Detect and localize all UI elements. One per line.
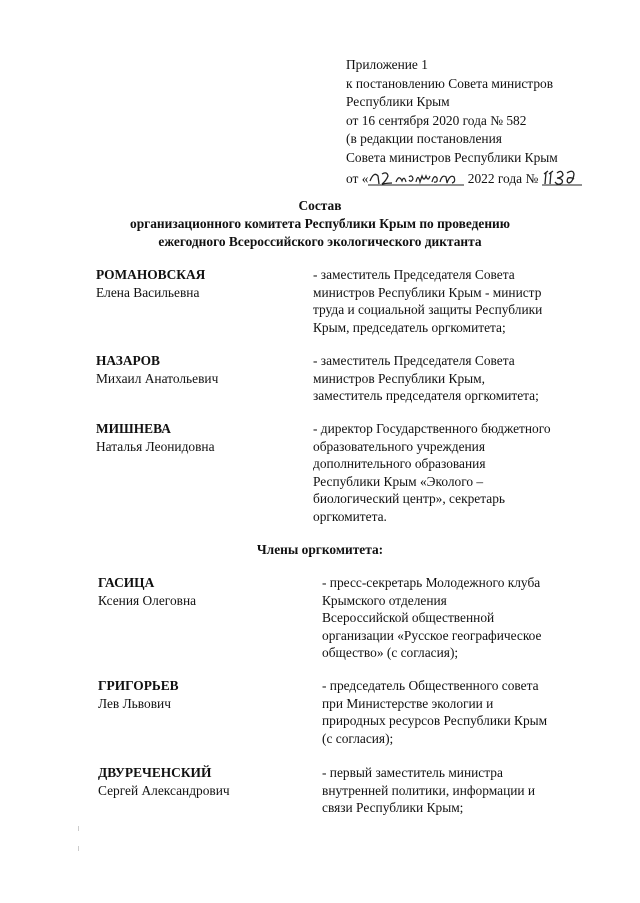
title-subheading: организационного комитета Республики Крым по проведению [130, 216, 510, 231]
document-title [40, 197, 600, 251]
role-line: - заместитель Председателя Совета [313, 353, 515, 368]
role-line: Крымского отделения [322, 592, 447, 608]
member-surname: МИШНЕВА [96, 421, 171, 436]
member-role [313, 352, 603, 405]
member-role [322, 677, 612, 747]
scan-mark [78, 846, 79, 851]
appendix-line: (в редакции постановления [346, 131, 502, 147]
member-given-name: Михаил Анатольевич [96, 370, 219, 386]
member-given-name: Наталья Леонидовна [96, 438, 215, 454]
member-given-name: Ксения Олеговна [98, 592, 197, 608]
role-line: - пресс-секретарь Молодежного клуба [322, 575, 541, 590]
role-line: - директор Государственного бюджетного [313, 421, 551, 436]
role-line: заместитель председателя оргкомитета; [313, 388, 539, 404]
role-line: Крым, председатель оргкомитета; [313, 319, 506, 335]
date-middle: 2022 года № [464, 170, 542, 186]
members-heading: Члены оргкомитета: [256, 542, 384, 557]
handwritten-date-icon [368, 168, 464, 186]
amendment-date-line [346, 168, 626, 189]
title-subheading: ежегодного Всероссийского экологического диктанта [158, 234, 482, 249]
role-line: (с согласия); [322, 730, 394, 746]
role-line: организации «Русское географическое [322, 627, 542, 643]
role-line: Всероссийской общественной [322, 610, 495, 626]
appendix-line: Республики Крым [346, 94, 450, 110]
role-line: связи Республики Крым; [322, 800, 464, 816]
title-heading: Состав [298, 198, 342, 213]
role-line: оргкомитета. [313, 508, 387, 524]
member-role [313, 266, 603, 336]
handwritten-number-icon [542, 168, 582, 186]
scan-mark [78, 826, 79, 831]
role-line: - первый заместитель министра [322, 765, 503, 780]
role-line: при Министерстве экологии и [322, 695, 494, 711]
appendix-line: Совета министров Республики Крым [346, 149, 558, 165]
role-line: внутренней политики, информации и [322, 782, 536, 798]
member-role [322, 574, 612, 662]
member-role [313, 420, 603, 526]
member-surname: ДВУРЕЧЕНСКИЙ [98, 765, 212, 780]
member-surname: ГРИГОРЬЕВ [98, 678, 179, 693]
role-line: дополнительного образования [313, 456, 486, 472]
member-surname: ГАСИЦА [98, 575, 155, 590]
role-line: министров Республики Крым, [313, 370, 485, 386]
member-given-name: Сергей Александрович [98, 782, 230, 798]
role-line: труда и социальной защиты Республики [313, 302, 543, 318]
appendix-header [346, 56, 626, 188]
role-line: Республики Крым «Эколого – [313, 473, 484, 489]
member-role [322, 764, 612, 817]
role-line: - председатель Общественного совета [322, 678, 539, 693]
role-line: биологический центр», секретарь [313, 491, 506, 507]
date-prefix: от « [346, 170, 369, 186]
member-surname: РОМАНОВСКАЯ [96, 267, 206, 282]
member-surname: НАЗАРОВ [96, 353, 160, 368]
role-line: министров Республики Крым - министр [313, 284, 542, 300]
role-line: природных ресурсов Республики Крым [322, 713, 548, 729]
role-line: общество» (с согласия); [322, 645, 459, 661]
member-given-name: Лев Львович [98, 695, 171, 711]
appendix-line: Приложение 1 [346, 57, 428, 72]
appendix-line: от 16 сентября 2020 года № 582 [346, 112, 527, 128]
role-line: - заместитель Председателя Совета [313, 267, 515, 282]
appendix-line: к постановлению Совета министров [346, 75, 554, 91]
role-line: образовательного учреждения [313, 438, 486, 454]
member-given-name: Елена Васильевна [96, 284, 200, 300]
